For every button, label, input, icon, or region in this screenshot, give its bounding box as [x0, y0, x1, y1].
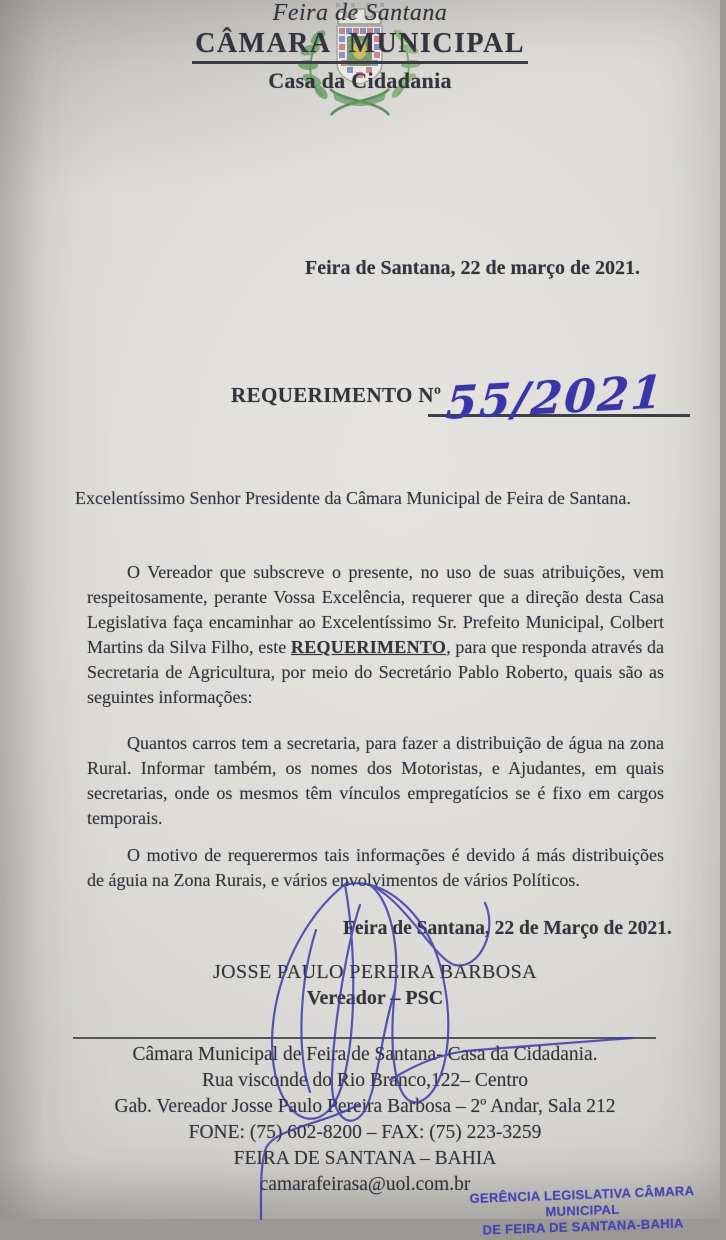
paragraph-1-before: O Vereador que subscreve o presente, no uso de suas atribuições, vem respeitosamente, perante Vossa Excelência, requerer que a direção desta Casa Legislativa faça encaminhar ao Excelentíssimo Sr. Prefeito Municipal, Colbert Martins da Silva Filho, este: [87, 562, 664, 657]
handwritten-signature: [230, 870, 650, 1219]
handwritten-requerimento-number: 55/2021: [444, 365, 667, 430]
letterhead-org: CÂMARA MUNICIPAL: [192, 28, 528, 64]
signer-role: Vereador – PSC: [306, 987, 444, 1009]
paragraph-1-after: , para que responda através da Secretaria de Agricultura, por meio do Secretário Pablo Roberto, quais são as seguintes informações:: [87, 637, 664, 707]
footer-email: camarafeirasa@uol.com.br: [259, 1174, 471, 1195]
body-text: [87, 560, 664, 893]
footer-line-4: FONE: (75) 602-8200 – FAX: (75) 223-3259: [188, 1122, 542, 1143]
paragraph-2: Quantos carros tem a secretaria, para fazer a distribuição de água na zona Rural. Informar também, os nomes dos Motoristas, e Ajudantes, em quais secretarias, onde os mesmos têm vínculos empregatícios se é fixo em cargos temporais.: [87, 733, 664, 828]
dateline-top: Feira de Santana, 22 de março de 2021.: [305, 257, 640, 279]
addressee-line: Excelentíssimo Senhor Presidente da Câmara Municipal de Feira de Santana.: [75, 488, 631, 508]
footer-line-5: FEIRA DE SANTANA – BAHIA: [233, 1148, 497, 1169]
paragraph-3: O motivo de requerermos tais informações é devido á más distribuições de águia na Zona Rurais, e vários envolvimentos de vários Políticos.: [87, 845, 664, 890]
footer-line-1: Câmara Municipal de Feira de Santana- Casa da Cidadania.: [132, 1044, 598, 1065]
paragraph-1-term: REQUERIMENTO: [290, 637, 447, 657]
dateline-signature: Feira de Santana, 22 de Março de 2021.: [343, 918, 672, 939]
requerimento-label: REQUERIMENTO Nº: [231, 383, 442, 407]
paragraph-1: [87, 560, 664, 710]
letterhead-subtitle: Casa da Cidadania: [268, 68, 452, 93]
requerimento-number-line: [428, 356, 690, 430]
stamp-line-1: GERÊNCIA LEGISLATIVA CÂMARA MUNICIPAL: [469, 1183, 695, 1220]
stamp-line-2: DE FEIRA DE SANTANA-BAHIA: [482, 1215, 684, 1238]
signer-name: JOSSE PAULO PEREIRA BARBOSA: [212, 961, 538, 983]
footer-line-2: Rua visconde do Rio Branco,122– Centro: [201, 1070, 529, 1091]
letterhead-city: Feira de Santana: [272, 0, 448, 26]
footer-line-3: Gab. Vereador Josse Paulo Pereira Barbosa – 2º Andar, Sala 212: [114, 1096, 616, 1117]
letterhead: [0, 0, 720, 94]
